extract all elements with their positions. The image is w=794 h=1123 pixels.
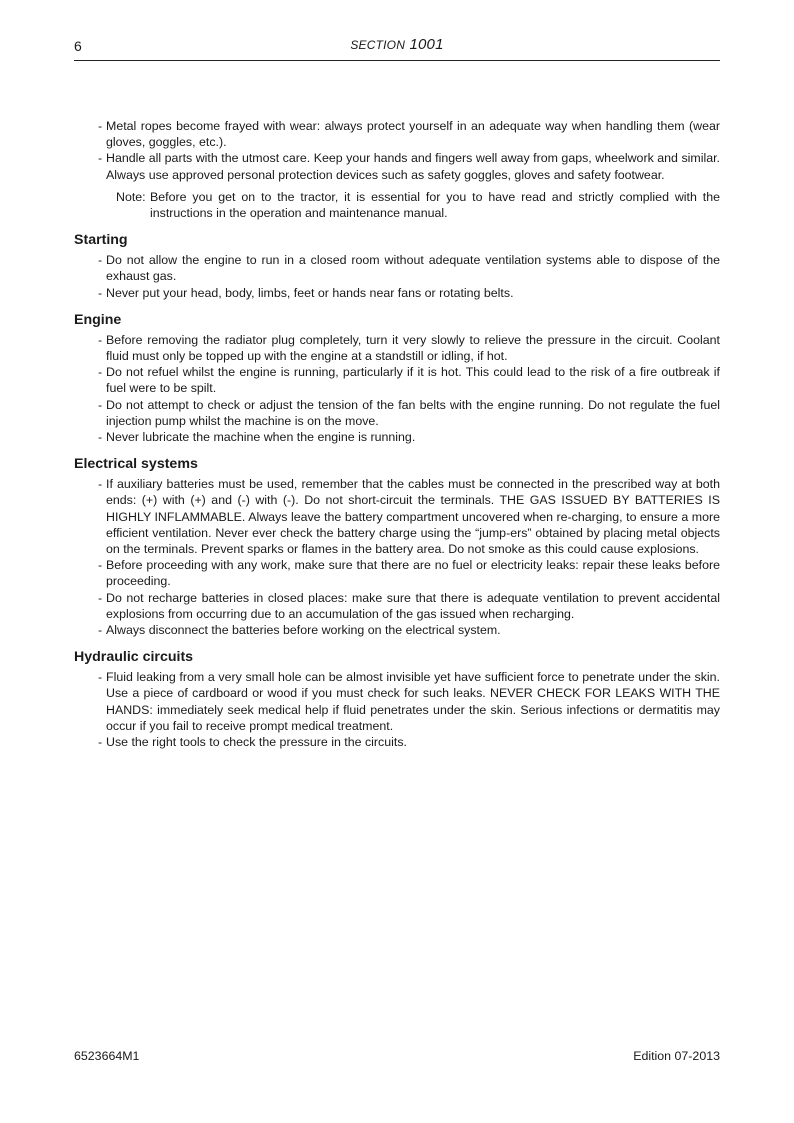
edition-label: Edition 07-2013 xyxy=(633,1049,720,1063)
list-item: - Metal ropes become frayed with wear: always protect yourself in an adequate way when handling them (wear gloves, goggles, etc.). xyxy=(98,119,720,150)
list-item: - Before proceeding with any work, make sure that there are no fuel or electricity leaks: repair these leaks before proceeding. xyxy=(98,558,720,589)
heading-engine: Engine xyxy=(74,311,122,328)
note-label: Note: xyxy=(116,189,146,204)
list-item: - Do not refuel whilst the engine is running, particularly if it is hot. This could lead to the risk of a fire outbreak if fuel were to be spilt. xyxy=(98,365,720,396)
list-item: - Fluid leaking from a very small hole can be almost invisible yet have sufficient force to penetrate under the skin. Use a piece of cardboard or wood if you must check for such leaks. NEVER CHECK FOR LEAKS WITH THE HANDS: immediately seek medical help if fluid penetrates under the skin. Serious infections or dermatitis may occur if you fail to receive prompt medical treatment. xyxy=(98,670,720,733)
heading-starting: Starting xyxy=(74,232,128,249)
page-content xyxy=(74,118,720,750)
list-item: - Never put your head, body, limbs, feet or hands near fans or rotating belts. xyxy=(98,285,514,300)
list-item: - Do not allow the engine to run in a closed room without adequate ventilation systems able to dispose of the exhaust gas. xyxy=(98,253,720,284)
section-word: SECTION xyxy=(350,38,406,52)
list-item: - Never lubricate the machine when the engine is running. xyxy=(98,430,416,445)
list-item: - Handle all parts with the utmost care. Keep your hands and fingers well away from gaps, wheelwork and similar. Always use approved personal protection devices such as safety goggles, gloves and safety footwear. xyxy=(98,151,720,182)
heading-hydraulic-circuits: Hydraulic circuits xyxy=(74,649,194,666)
list-item: - Do not attempt to check or adjust the tension of the fan belts with the engine running. Do not regulate the fuel injection pump whilst the machine is on the move. xyxy=(98,397,720,428)
list-item: - Use the right tools to check the pressure in the circuits. xyxy=(98,735,407,750)
document-code: 6523664M1 xyxy=(74,1049,140,1063)
header-rule xyxy=(74,60,720,61)
note xyxy=(74,189,720,221)
page-number: 6 xyxy=(74,38,82,54)
section-number: 1001 xyxy=(409,36,444,53)
page-header xyxy=(74,36,720,60)
list-item: - Do not recharge batteries in closed places: make sure that there is adequate ventilation to prevent accidental explosions from occurring due to an accumulation of the gas issued when recharging. xyxy=(98,590,720,621)
list-item: - Always disconnect the batteries before working on the electrical system. xyxy=(98,623,501,638)
heading-electrical-systems: Electrical systems xyxy=(74,456,198,473)
section-title xyxy=(74,36,720,53)
note-text: Before you get on to the tractor, it is essential for you to have read and strictly complied with the instructions in the operation and maintenance manual. xyxy=(150,189,720,221)
list-item: - Before removing the radiator plug completely, turn it very slowly to relieve the pressure in the circuit. Coolant fluid must only be topped up with the engine at a standstill or idling, if hot. xyxy=(98,332,720,364)
intro-list xyxy=(74,118,720,183)
list-item: - If auxiliary batteries must be used, remember that the cables must be connected in the prescribed way at both ends: (+) with (+) and (-) with (-). Do not short-circuit the terminals. THE GAS ISSUED BY BATTERIES IS HIGHLY INFLAMMABLE. Always leave the battery compartment uncovered when re-charging, to ensure a more efficient ventilation. Never ever check the battery charge using the “jump-ers” obtained by placing metal objects on the terminals. Prevent sparks or flames in the battery area. Do not smoke as this could cause explosions. xyxy=(98,477,720,557)
